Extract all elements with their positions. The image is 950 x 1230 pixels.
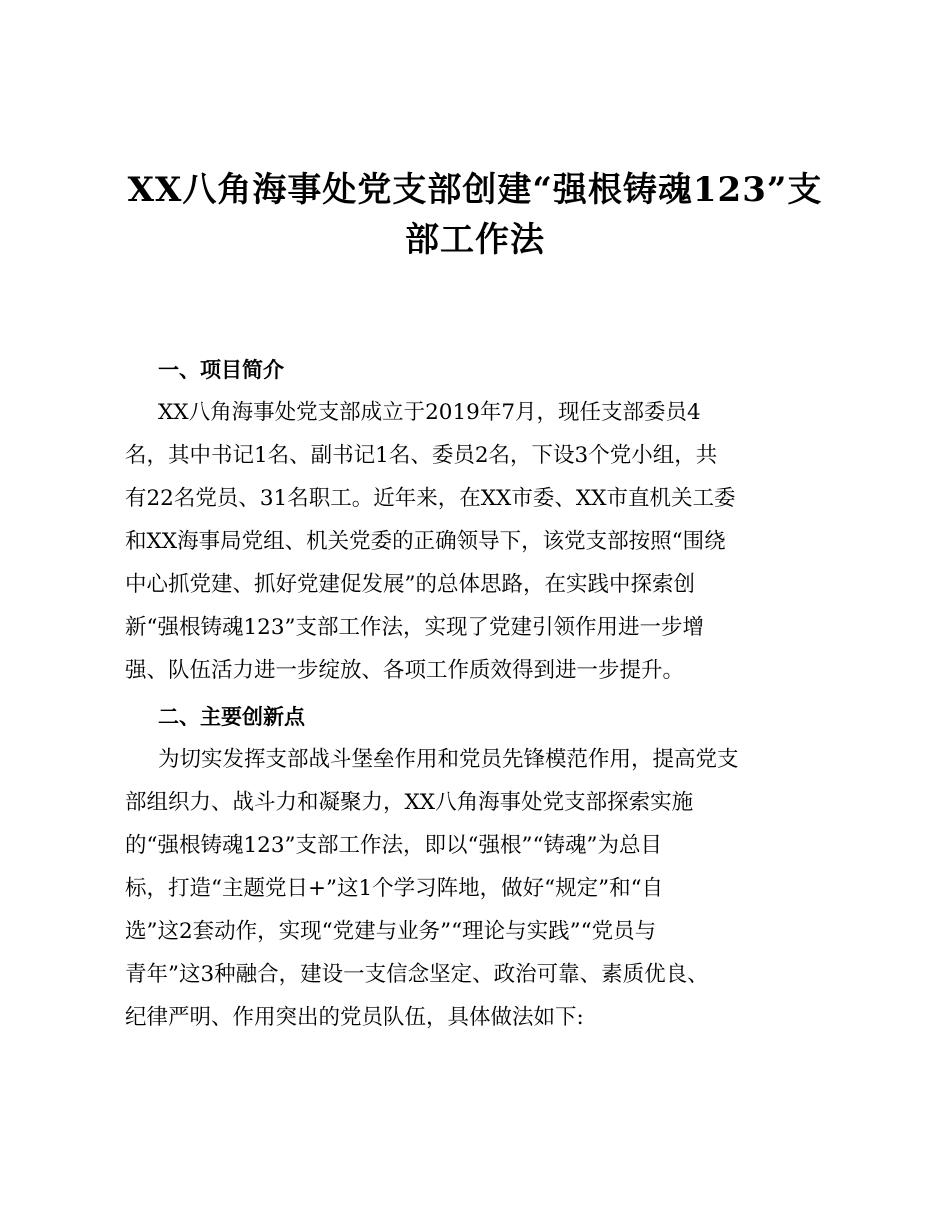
paragraph-line: 选”这2套动作，实现“党建与业务”“理论与实践”“党员与	[125, 919, 657, 944]
document-title	[110, 165, 840, 265]
paragraph-line: 青年”这3种融合，建设一支信念坚定、政治可靠、素质优良、	[125, 962, 709, 987]
paragraph-line: 的“强根铸魂123”支部工作法，即以“强根”“铸魂”为总目	[125, 833, 662, 858]
paragraph-line: 有22名党员、31名职工。近年来，在XX市委、XX市直机关工委	[125, 486, 736, 511]
title-line: 部工作法	[405, 220, 545, 260]
paragraph-line: 和XX海事局党组、机关党委的正确领导下，该党支部按照“围绕	[125, 529, 726, 554]
paragraph-line: XX八角海事处党支部成立于2019年7月，现任支部委员4	[158, 400, 701, 425]
paragraph-line: 部组织力、战斗力和凝聚力，XX八角海事处党支部探索实施	[125, 790, 694, 815]
paragraph-line: 新“强根铸魂123”支部工作法，实现了党建引领作用进一步增	[125, 615, 705, 640]
section-heading-intro: 一、项目简介	[158, 358, 284, 382]
paragraph-line: 为切实发挥支部战斗堡垒作用和党员先锋模范作用，提高党支	[158, 747, 739, 772]
paragraph-line: 强、队伍活力进一步绽放、各项工作质效得到进一步提升。	[125, 658, 685, 683]
title-line: XX八角海事处党支部创建“强根铸魂123”支	[127, 170, 823, 210]
section-heading-innovation: 二、主要创新点	[158, 705, 305, 729]
paragraph-line: 名，其中书记1名、副书记1名、委员2名，下设3个党小组，共	[125, 443, 718, 468]
paragraph-line: 标，打造“主题党日+”这1个学习阵地，做好“规定”和“自	[125, 876, 664, 901]
paragraph-line: 纪律严明、作用突出的党员队伍，具体做法如下:	[125, 1005, 584, 1030]
paragraph-line: 中心抓党建、抓好党建促发展”的总体思路，在实践中探索创	[125, 572, 695, 597]
